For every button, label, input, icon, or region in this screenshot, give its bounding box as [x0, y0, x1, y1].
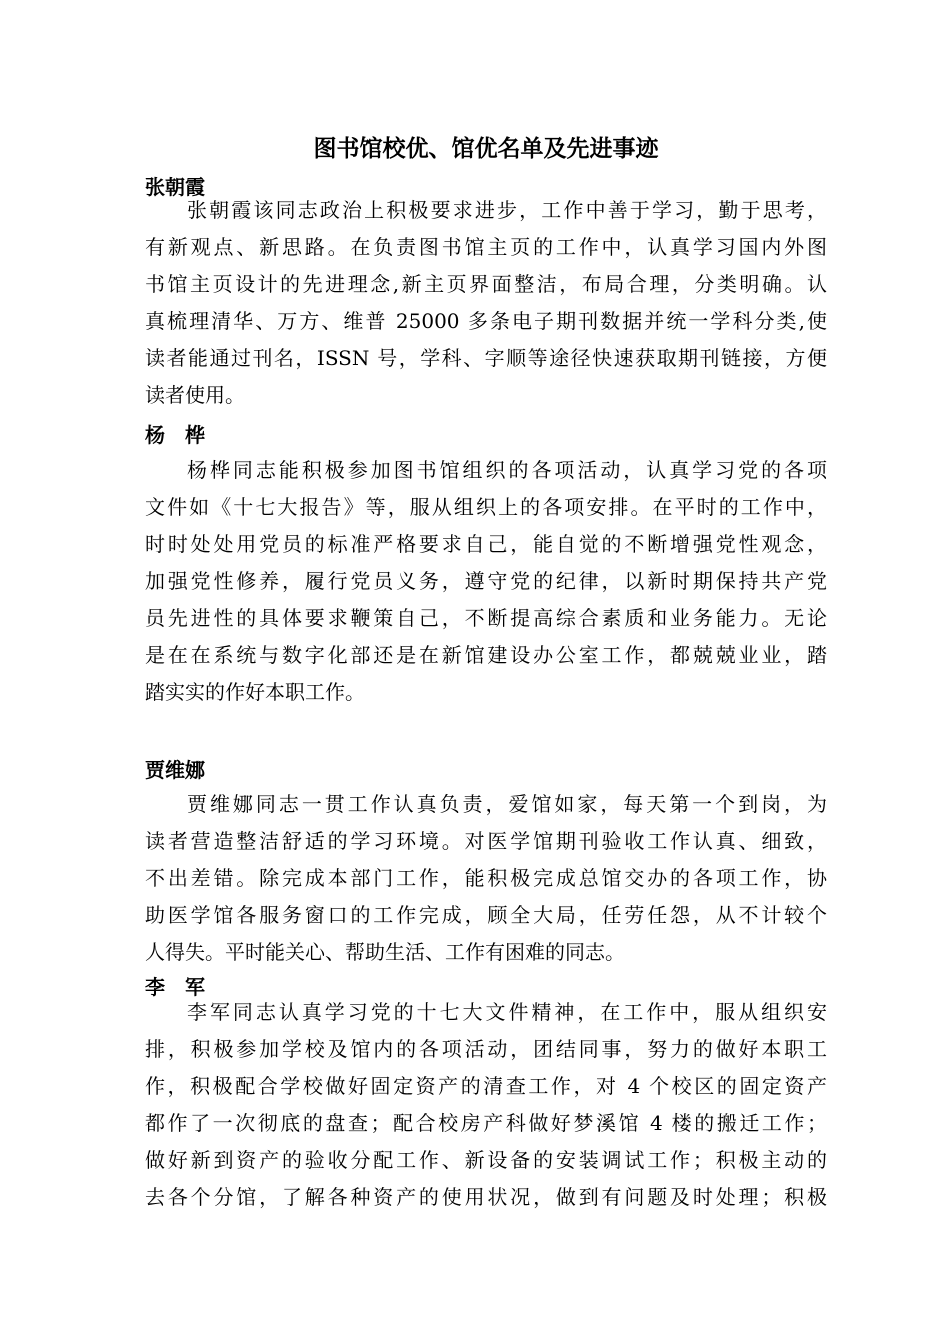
person-description-paragraph: [145, 786, 827, 971]
paragraph-line: 人得失。平时能关心、帮助生活、工作有困难的同志。: [145, 940, 625, 964]
paragraph-line: 作，积极配合学校做好固定资产的清查工作，对 4 个校区的固定资产: [145, 1074, 827, 1098]
paragraph-line: 做好新到资产的验收分配工作、新设备的安装调试工作；积极主动的: [145, 1148, 827, 1172]
paragraph-line: 不出差错。除完成本部门工作，能积极完成总馆交办的各项工作，协: [145, 866, 827, 890]
paragraph-line: 李军同志认真学习党的十七大文件精神，在工作中，服从组织安: [187, 1000, 827, 1024]
paragraph-line: 书馆主页设计的先进理念,新主页界面整洁，布局合理，分类明确。认: [145, 272, 827, 296]
paragraph-line: 真梳理清华、万方、维普 25000 多条电子期刊数据并统一学科分类,使: [145, 309, 827, 333]
paragraph-line: 张朝霞该同志政治上积极要求进步，工作中善于学习，勤于思考，: [187, 198, 827, 222]
paragraph-line: 文件如《十七大报告》等，服从组织上的各项安排。在平时的工作中，: [145, 495, 827, 519]
person-name-heading: 李 军: [145, 975, 205, 999]
paragraph-line: 有新观点、新思路。在负责图书馆主页的工作中，认真学习国内外图: [145, 235, 827, 259]
paragraph-line: 读者营造整洁舒适的学习环境。对医学馆期刊验收工作认真、细致，: [145, 829, 827, 853]
paragraph-line: 杨桦同志能积极参加图书馆组织的各项活动，认真学习党的各项: [187, 458, 827, 482]
person-name-heading: 张朝霞: [145, 175, 205, 199]
paragraph-line: 踏实实的作好本职工作。: [145, 680, 365, 704]
paragraph-line: 是在在系统与数字化部还是在新馆建设办公室工作，都兢兢业业，踏: [145, 643, 827, 667]
paragraph-line: 排，积极参加学校及馆内的各项活动，团结同事，努力的做好本职工: [145, 1037, 827, 1061]
person-description-paragraph: [145, 452, 827, 711]
paragraph-line: 加强党性修养，履行党员义务，遵守党的纪律，以新时期保持共产党: [145, 569, 827, 593]
person-name-heading: 杨 桦: [145, 423, 205, 447]
paragraph-line: 贾维娜同志一贯工作认真负责，爱馆如家，每天第一个到岗，为: [187, 792, 827, 816]
paragraph-line: 助医学馆各服务窗口的工作完成，顾全大局，任劳任怨，从不计较个: [145, 903, 827, 927]
paragraph-line: 读者使用。: [145, 383, 245, 407]
paragraph-line: 时时处处用党员的标准严格要求自己，能自觉的不断增强党性观念，: [145, 532, 827, 556]
paragraph-line: 都作了一次彻底的盘查；配合校房产科做好梦溪馆 4 楼的搬迁工作；: [145, 1111, 827, 1135]
paragraph-line: 读者能通过刊名，ISSN 号，学科、字顺等途径快速获取期刊链接，方便: [145, 346, 827, 370]
person-name-heading: 贾维娜: [145, 758, 205, 782]
document-title: 图书馆校优、馆优名单及先进事迹: [313, 136, 659, 162]
paragraph-line: 去各个分馆，了解各种资产的使用状况，做到有问题及时处理；积极: [145, 1185, 827, 1209]
person-description-paragraph: [145, 994, 827, 1216]
person-description-paragraph: [145, 192, 827, 414]
paragraph-line: 员先进性的具体要求鞭策自己，不断提高综合素质和业务能力。无论: [145, 606, 827, 630]
